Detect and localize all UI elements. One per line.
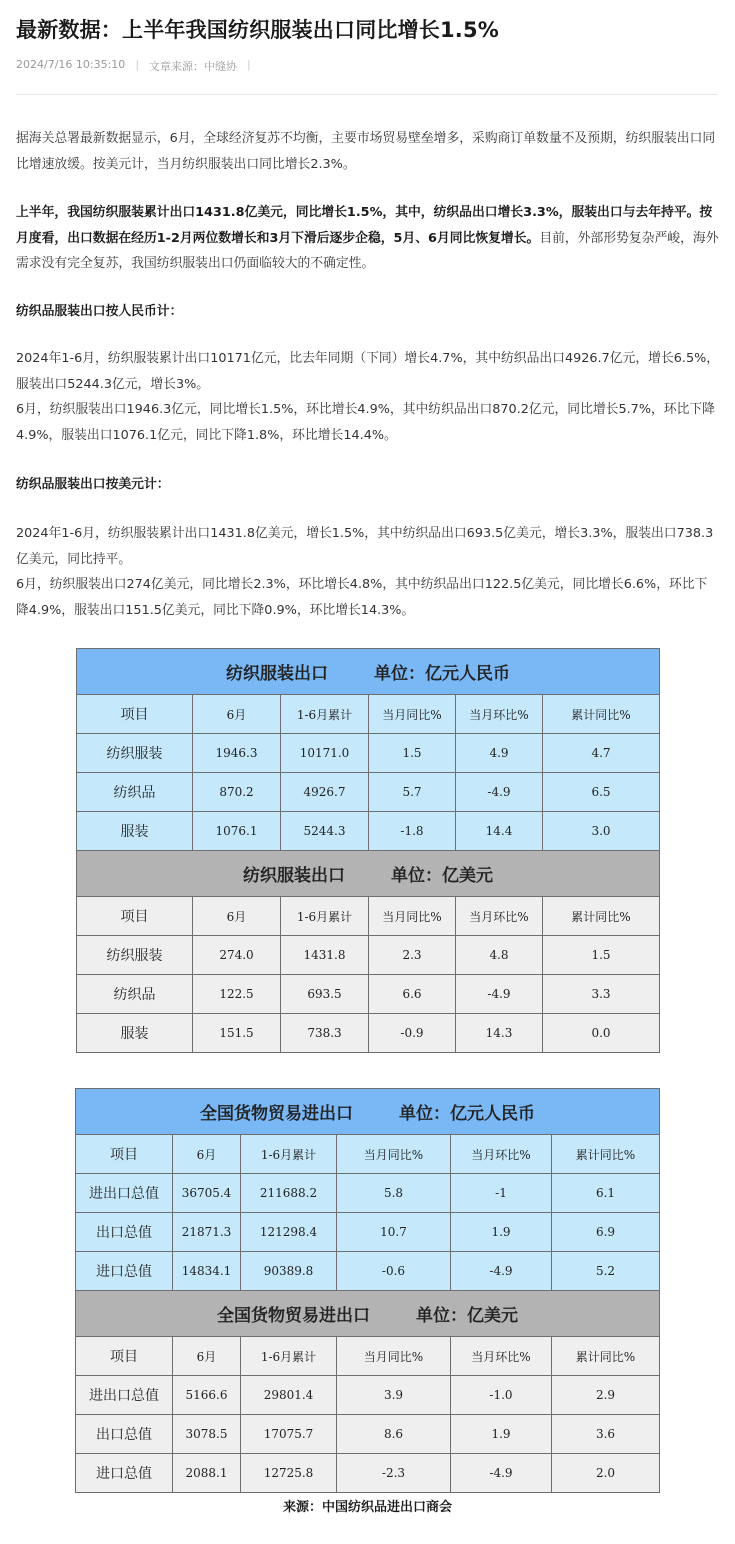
meta-divider: | <box>247 58 251 71</box>
data-source: 来源：中国纺织品进出口商会 <box>282 1500 452 1515</box>
table-cell: 6.9 <box>552 1213 660 1252</box>
column-header: 累计同比% <box>552 1135 660 1174</box>
table-unit: 单位：亿美元 <box>416 1306 518 1326</box>
row-label: 进口总值 <box>76 1454 173 1493</box>
table-row <box>76 1454 660 1493</box>
table-cell: 151.5 <box>193 1014 281 1053</box>
table-cell: 90389.8 <box>241 1252 337 1291</box>
column-header: 项目 <box>77 695 193 734</box>
table-cell: -1.8 <box>369 812 456 851</box>
table-cell: 1076.1 <box>193 812 281 851</box>
table-cell: 12725.8 <box>241 1454 337 1493</box>
table-cell: 738.3 <box>281 1014 369 1053</box>
paragraph-half-year-normal: 目前，外部形势复杂严峻，海外需求没有完全复苏，我国纺织服装出口仍面临较大的不确定性。 <box>16 230 719 271</box>
publish-date: 2024/7/16 10:35:10 <box>16 58 126 71</box>
table-title-cell <box>76 1291 660 1337</box>
table-row <box>77 975 660 1014</box>
table-cell: 2.3 <box>369 936 456 975</box>
paragraph-usd-ytd: 2024年1-6月，纺织服装累计出口1431.8亿美元，增长1.5%，其中纺织品出口693.5亿美元，增长3.3%，服装出口738.3亿美元，同比持平。 <box>16 526 714 567</box>
table-cell: -0.6 <box>337 1252 451 1291</box>
table-unit: 单位：亿元人民币 <box>374 664 510 684</box>
meta-divider: | <box>135 58 140 71</box>
table-title-cell <box>76 1089 660 1135</box>
table-cell: 1.5 <box>543 936 660 975</box>
table-title-row <box>77 851 660 897</box>
row-label: 纺织服装 <box>77 936 193 975</box>
paragraph-half-year <box>16 200 720 277</box>
table-title-row <box>76 1089 660 1135</box>
table-row <box>77 936 660 975</box>
table-cell: -1.0 <box>451 1376 552 1415</box>
table-cell: 2088.1 <box>173 1454 241 1493</box>
table-title-cell <box>77 851 660 897</box>
paragraph-intro: 据海关总署最新数据显示，6月，全球经济复苏不均衡，主要市场贸易壁垒增多，采购商订单数量不及预期，纺织服装出口同比增速放缓。按美元计，当月纺织服装出口同比增长2.3%。 <box>16 131 716 172</box>
row-label: 纺织服装 <box>77 734 193 773</box>
column-header: 当月同比% <box>337 1337 451 1376</box>
row-label: 服装 <box>77 812 193 851</box>
table-title-row <box>77 649 660 695</box>
table-cell: 2.9 <box>552 1376 660 1415</box>
table-cell: 1.9 <box>451 1415 552 1454</box>
table-cell: -4.9 <box>451 1252 552 1291</box>
table-cell: 122.5 <box>193 975 281 1014</box>
table-cell: 14.4 <box>456 812 543 851</box>
table-row <box>77 773 660 812</box>
table-cell: 10.7 <box>337 1213 451 1252</box>
table-cell: 3.0 <box>543 812 660 851</box>
heading-rmb: 纺织品服装出口按人民币计： <box>16 304 183 319</box>
table-cell: 4926.7 <box>281 773 369 812</box>
article-source: 文章来源：中缝协 <box>149 60 238 73</box>
table-cell: 29801.4 <box>241 1376 337 1415</box>
row-label: 服装 <box>77 1014 193 1053</box>
column-header: 当月同比% <box>369 897 456 936</box>
table-cell: 211688.2 <box>241 1174 337 1213</box>
table-cell: 693.5 <box>281 975 369 1014</box>
table-cell: 4.7 <box>543 734 660 773</box>
table-cell: 3.3 <box>543 975 660 1014</box>
table-header-row <box>76 1135 660 1174</box>
table-title: 纺织服装出口 <box>226 664 328 684</box>
article-title: 最新数据：上半年我国纺织服装出口同比增长1.5% <box>16 18 500 42</box>
table-cell: 14.3 <box>456 1014 543 1053</box>
table-cell: 6.5 <box>543 773 660 812</box>
table-cell: 1946.3 <box>193 734 281 773</box>
column-header: 当月环比% <box>456 695 543 734</box>
column-header: 当月环比% <box>451 1337 552 1376</box>
column-header: 1-6月累计 <box>281 695 369 734</box>
table-cell: 1.5 <box>369 734 456 773</box>
table-unit: 单位：亿元人民币 <box>399 1104 535 1124</box>
row-label: 纺织品 <box>77 773 193 812</box>
table-title: 全国货物贸易进出口 <box>217 1306 370 1326</box>
column-header: 累计同比% <box>543 897 660 936</box>
table-title: 全国货物贸易进出口 <box>200 1104 353 1124</box>
table-title-row <box>76 1291 660 1337</box>
table-cell: 870.2 <box>193 773 281 812</box>
table-cell: 5244.3 <box>281 812 369 851</box>
table-cell: 121298.4 <box>241 1213 337 1252</box>
row-label: 进出口总值 <box>76 1174 173 1213</box>
column-header: 项目 <box>76 1337 173 1376</box>
table-cell: 1.9 <box>451 1213 552 1252</box>
table-cell: 1431.8 <box>281 936 369 975</box>
column-header: 6月 <box>173 1337 241 1376</box>
table-cell: 17075.7 <box>241 1415 337 1454</box>
row-label: 出口总值 <box>76 1213 173 1252</box>
table-unit: 单位：亿美元 <box>391 866 493 886</box>
table-cell: 6.6 <box>369 975 456 1014</box>
table-cell: 36705.4 <box>173 1174 241 1213</box>
article-meta <box>16 58 261 74</box>
row-label: 出口总值 <box>76 1415 173 1454</box>
column-header: 当月环比% <box>456 897 543 936</box>
table-cell: 5.7 <box>369 773 456 812</box>
table-row <box>76 1376 660 1415</box>
table-cell: 274.0 <box>193 936 281 975</box>
heading-usd: 纺织品服装出口按美元计： <box>16 477 170 492</box>
column-header: 6月 <box>173 1135 241 1174</box>
table-row <box>77 812 660 851</box>
table-cell: -4.9 <box>456 773 543 812</box>
table-header-row <box>76 1337 660 1376</box>
table-title: 纺织服装出口 <box>243 866 345 886</box>
table-cell: 5.2 <box>552 1252 660 1291</box>
row-label: 纺织品 <box>77 975 193 1014</box>
column-header: 6月 <box>193 695 281 734</box>
column-header: 累计同比% <box>543 695 660 734</box>
column-header: 1-6月累计 <box>241 1135 337 1174</box>
table-cell: 0.0 <box>543 1014 660 1053</box>
paragraph-half-year-bold: 上半年，我国纺织服装累计出口1431.8亿美元，同比增长1.5%，其中，纺织品出口增长3.3%，服装出口与去年持平。按月度看，出口数据在经历1-2月两位数增长和3月下滑后逐步企稳，5月、6月同比恢复增长。 <box>16 205 713 246</box>
table-cell: 4.8 <box>456 936 543 975</box>
column-header: 当月同比% <box>337 1135 451 1174</box>
table-row <box>77 734 660 773</box>
table-cell: 3.6 <box>552 1415 660 1454</box>
table-cell: -1 <box>451 1174 552 1213</box>
table-cell: -0.9 <box>369 1014 456 1053</box>
column-header: 当月同比% <box>369 695 456 734</box>
title-divider <box>16 94 718 95</box>
table-header-row <box>77 897 660 936</box>
table-title-cell <box>77 649 660 695</box>
table-cell: -4.9 <box>456 975 543 1014</box>
table-cell: 10171.0 <box>281 734 369 773</box>
table-row <box>76 1213 660 1252</box>
table-row <box>76 1174 660 1213</box>
table-cell: 14834.1 <box>173 1252 241 1291</box>
column-header: 1-6月累计 <box>241 1337 337 1376</box>
column-header: 1-6月累计 <box>281 897 369 936</box>
column-header: 项目 <box>76 1135 173 1174</box>
paragraph-rmb-june: 6月，纺织服装出口1946.3亿元，同比增长1.5%，环比增长4.9%，其中纺织品出口870.2亿元，同比增长5.7%，环比下降4.9%，服装出口1076.1亿元，同比下降1.8%，环比增长14.4%。 <box>16 402 715 443</box>
table-header-row <box>77 695 660 734</box>
column-header: 累计同比% <box>552 1337 660 1376</box>
table-cell: -4.9 <box>451 1454 552 1493</box>
table-cell: 5166.6 <box>173 1376 241 1415</box>
paragraph-usd-june: 6月，纺织服装出口274亿美元，同比增长2.3%，环比增长4.8%，其中纺织品出口122.5亿美元，同比增长6.6%，环比下降4.9%，服装出口151.5亿美元，同比下降0.9%，环比增长14.3%。 <box>16 577 708 618</box>
goods-trade-table <box>75 1088 660 1493</box>
table-cell: 5.8 <box>337 1174 451 1213</box>
table-cell: 2.0 <box>552 1454 660 1493</box>
table-row <box>76 1252 660 1291</box>
table-cell: 6.1 <box>552 1174 660 1213</box>
table-cell: 3.9 <box>337 1376 451 1415</box>
column-header: 6月 <box>193 897 281 936</box>
paragraph-rmb-ytd: 2024年1-6月，纺织服装累计出口10171亿元，比去年同期（下同）增长4.7%，其中纺织品出口4926.7亿元，增长6.5%，服装出口5244.3亿元，增长3%。 <box>16 351 720 392</box>
table-row <box>77 1014 660 1053</box>
row-label: 进口总值 <box>76 1252 173 1291</box>
table-cell: 4.9 <box>456 734 543 773</box>
table-cell: 8.6 <box>337 1415 451 1454</box>
table-row <box>76 1415 660 1454</box>
row-label: 进出口总值 <box>76 1376 173 1415</box>
column-header: 项目 <box>77 897 193 936</box>
table-cell: 3078.5 <box>173 1415 241 1454</box>
table-cell: -2.3 <box>337 1454 451 1493</box>
textile-export-table <box>76 648 660 1053</box>
table-cell: 21871.3 <box>173 1213 241 1252</box>
column-header: 当月环比% <box>451 1135 552 1174</box>
